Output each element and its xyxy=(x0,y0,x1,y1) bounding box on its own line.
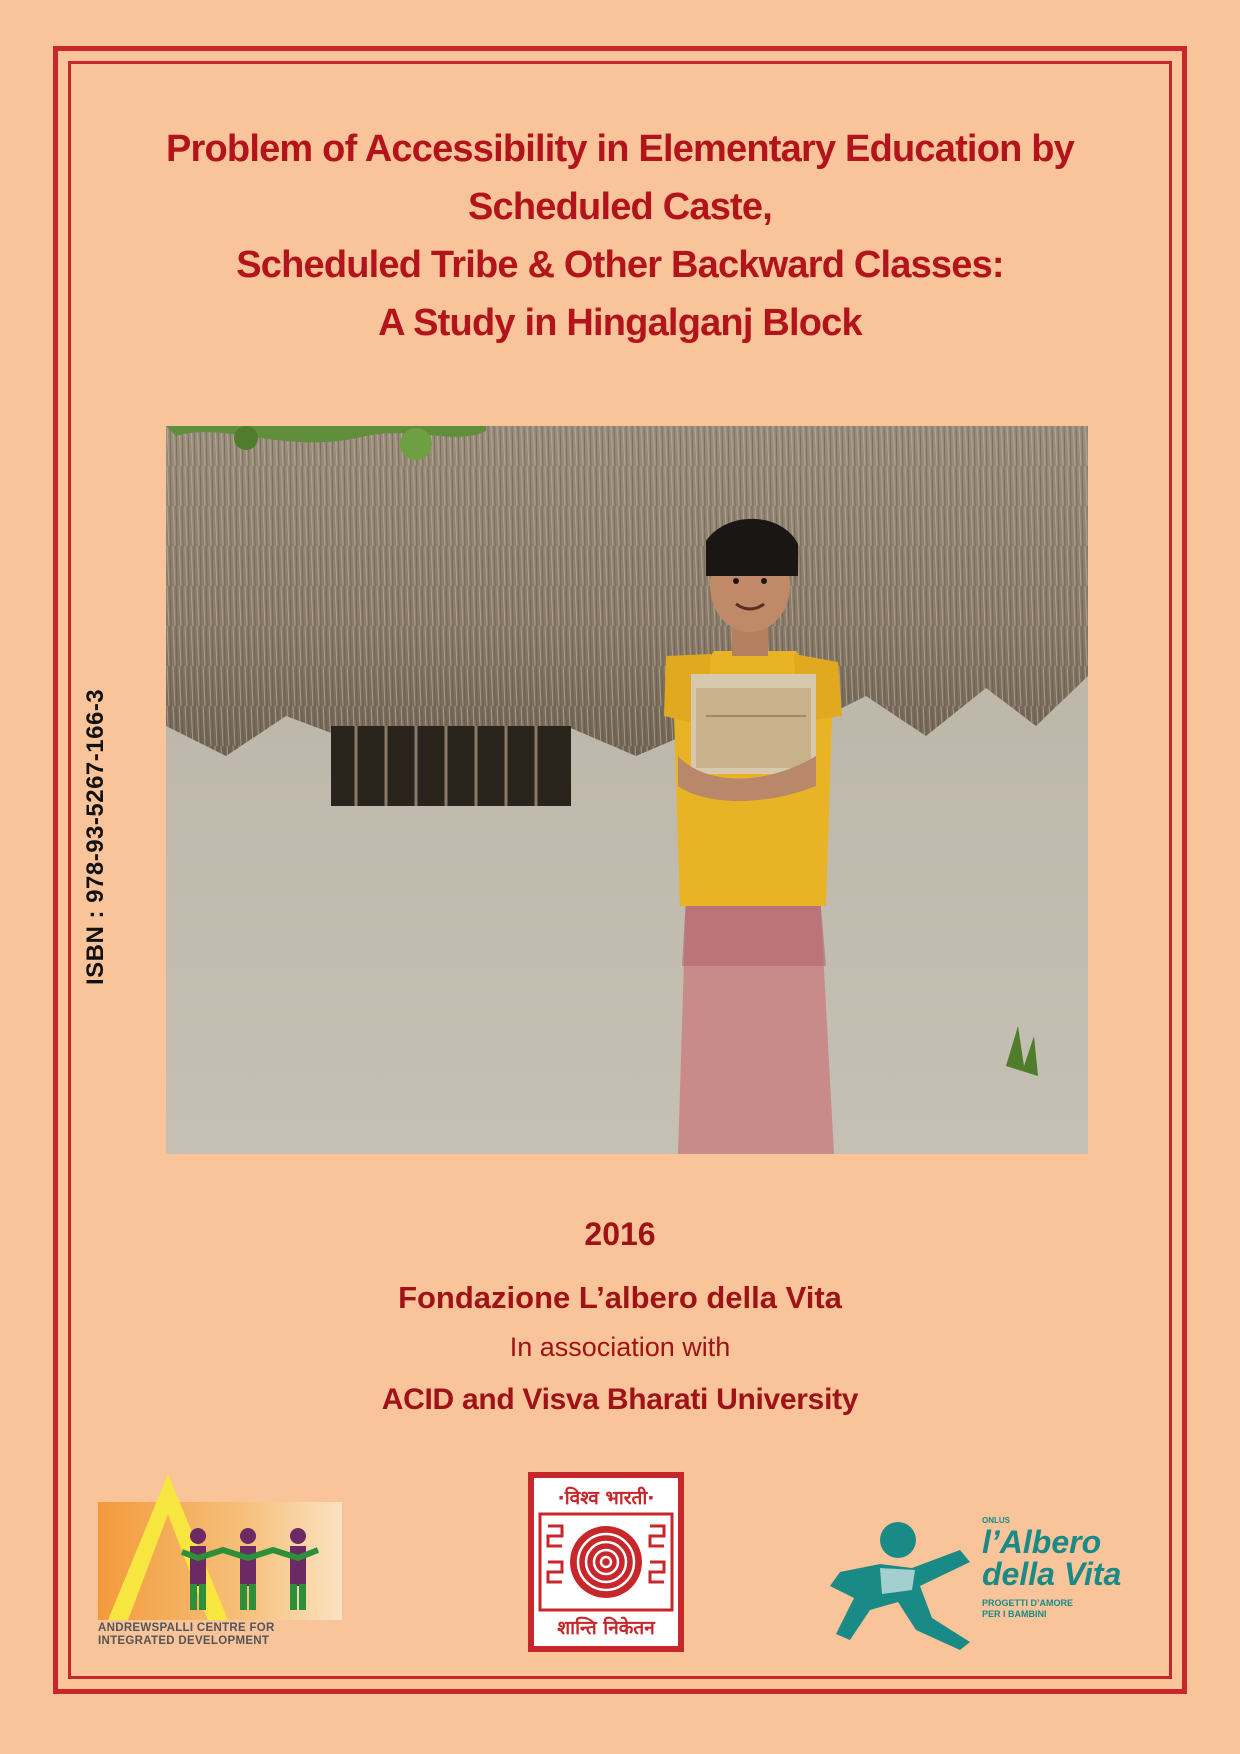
publisher-name: Fondazione L’albero della Vita xyxy=(398,1280,842,1315)
albero-name-line-2: della Vita xyxy=(982,1556,1122,1592)
acid-logo xyxy=(98,1474,342,1654)
albero-tagline-line-1: PROGETTI D’AMORE xyxy=(982,1598,1074,1608)
cover-title xyxy=(70,120,1170,352)
title-line-4: A Study in Hingalganj Block xyxy=(378,302,862,344)
albero-onlus-label: ONLUS xyxy=(982,1516,1010,1525)
albero-tagline xyxy=(982,1598,1122,1620)
visva-bharati-logo-inner xyxy=(534,1478,678,1646)
albero-della-vita-logo xyxy=(820,1510,1140,1650)
albero-tagline-line-2: PER I BAMBINI xyxy=(982,1609,1047,1619)
acid-caption xyxy=(98,1622,342,1648)
visva-bharati-top-text: ·विश्व भारती· xyxy=(557,1487,655,1509)
visva-bharati-bottom-text: शान्ति निकेतन xyxy=(557,1617,655,1639)
cover-photo xyxy=(166,426,1088,1154)
title-line-1: Problem of Accessibility in Elementary Education by xyxy=(165,128,1075,170)
girl-with-books-photo xyxy=(166,426,1088,1154)
visva-bharati-logo xyxy=(528,1472,684,1652)
partners-line: ACID and Visva Bharati University xyxy=(381,1383,859,1416)
isbn-label: ISBN : 978-93-5267-166-3 xyxy=(82,688,109,985)
title-line-2: Scheduled Caste, xyxy=(468,186,772,228)
albero-name xyxy=(982,1526,1121,1590)
acid-caption-line-1: ANDREWSPALLI CENTRE FOR xyxy=(98,1622,275,1634)
running-child-icon xyxy=(820,1510,980,1650)
acid-logo-graphic xyxy=(98,1474,342,1620)
publication-year: 2016 xyxy=(584,1216,656,1252)
title-line-3: Scheduled Tribe & Other Backward Classes: xyxy=(236,244,1004,286)
association-line: In association with xyxy=(509,1332,731,1362)
albero-name-line-1: l’Albero xyxy=(982,1524,1102,1560)
acid-caption-line-2: INTEGRATED DEVELOPMENT xyxy=(98,1635,270,1647)
